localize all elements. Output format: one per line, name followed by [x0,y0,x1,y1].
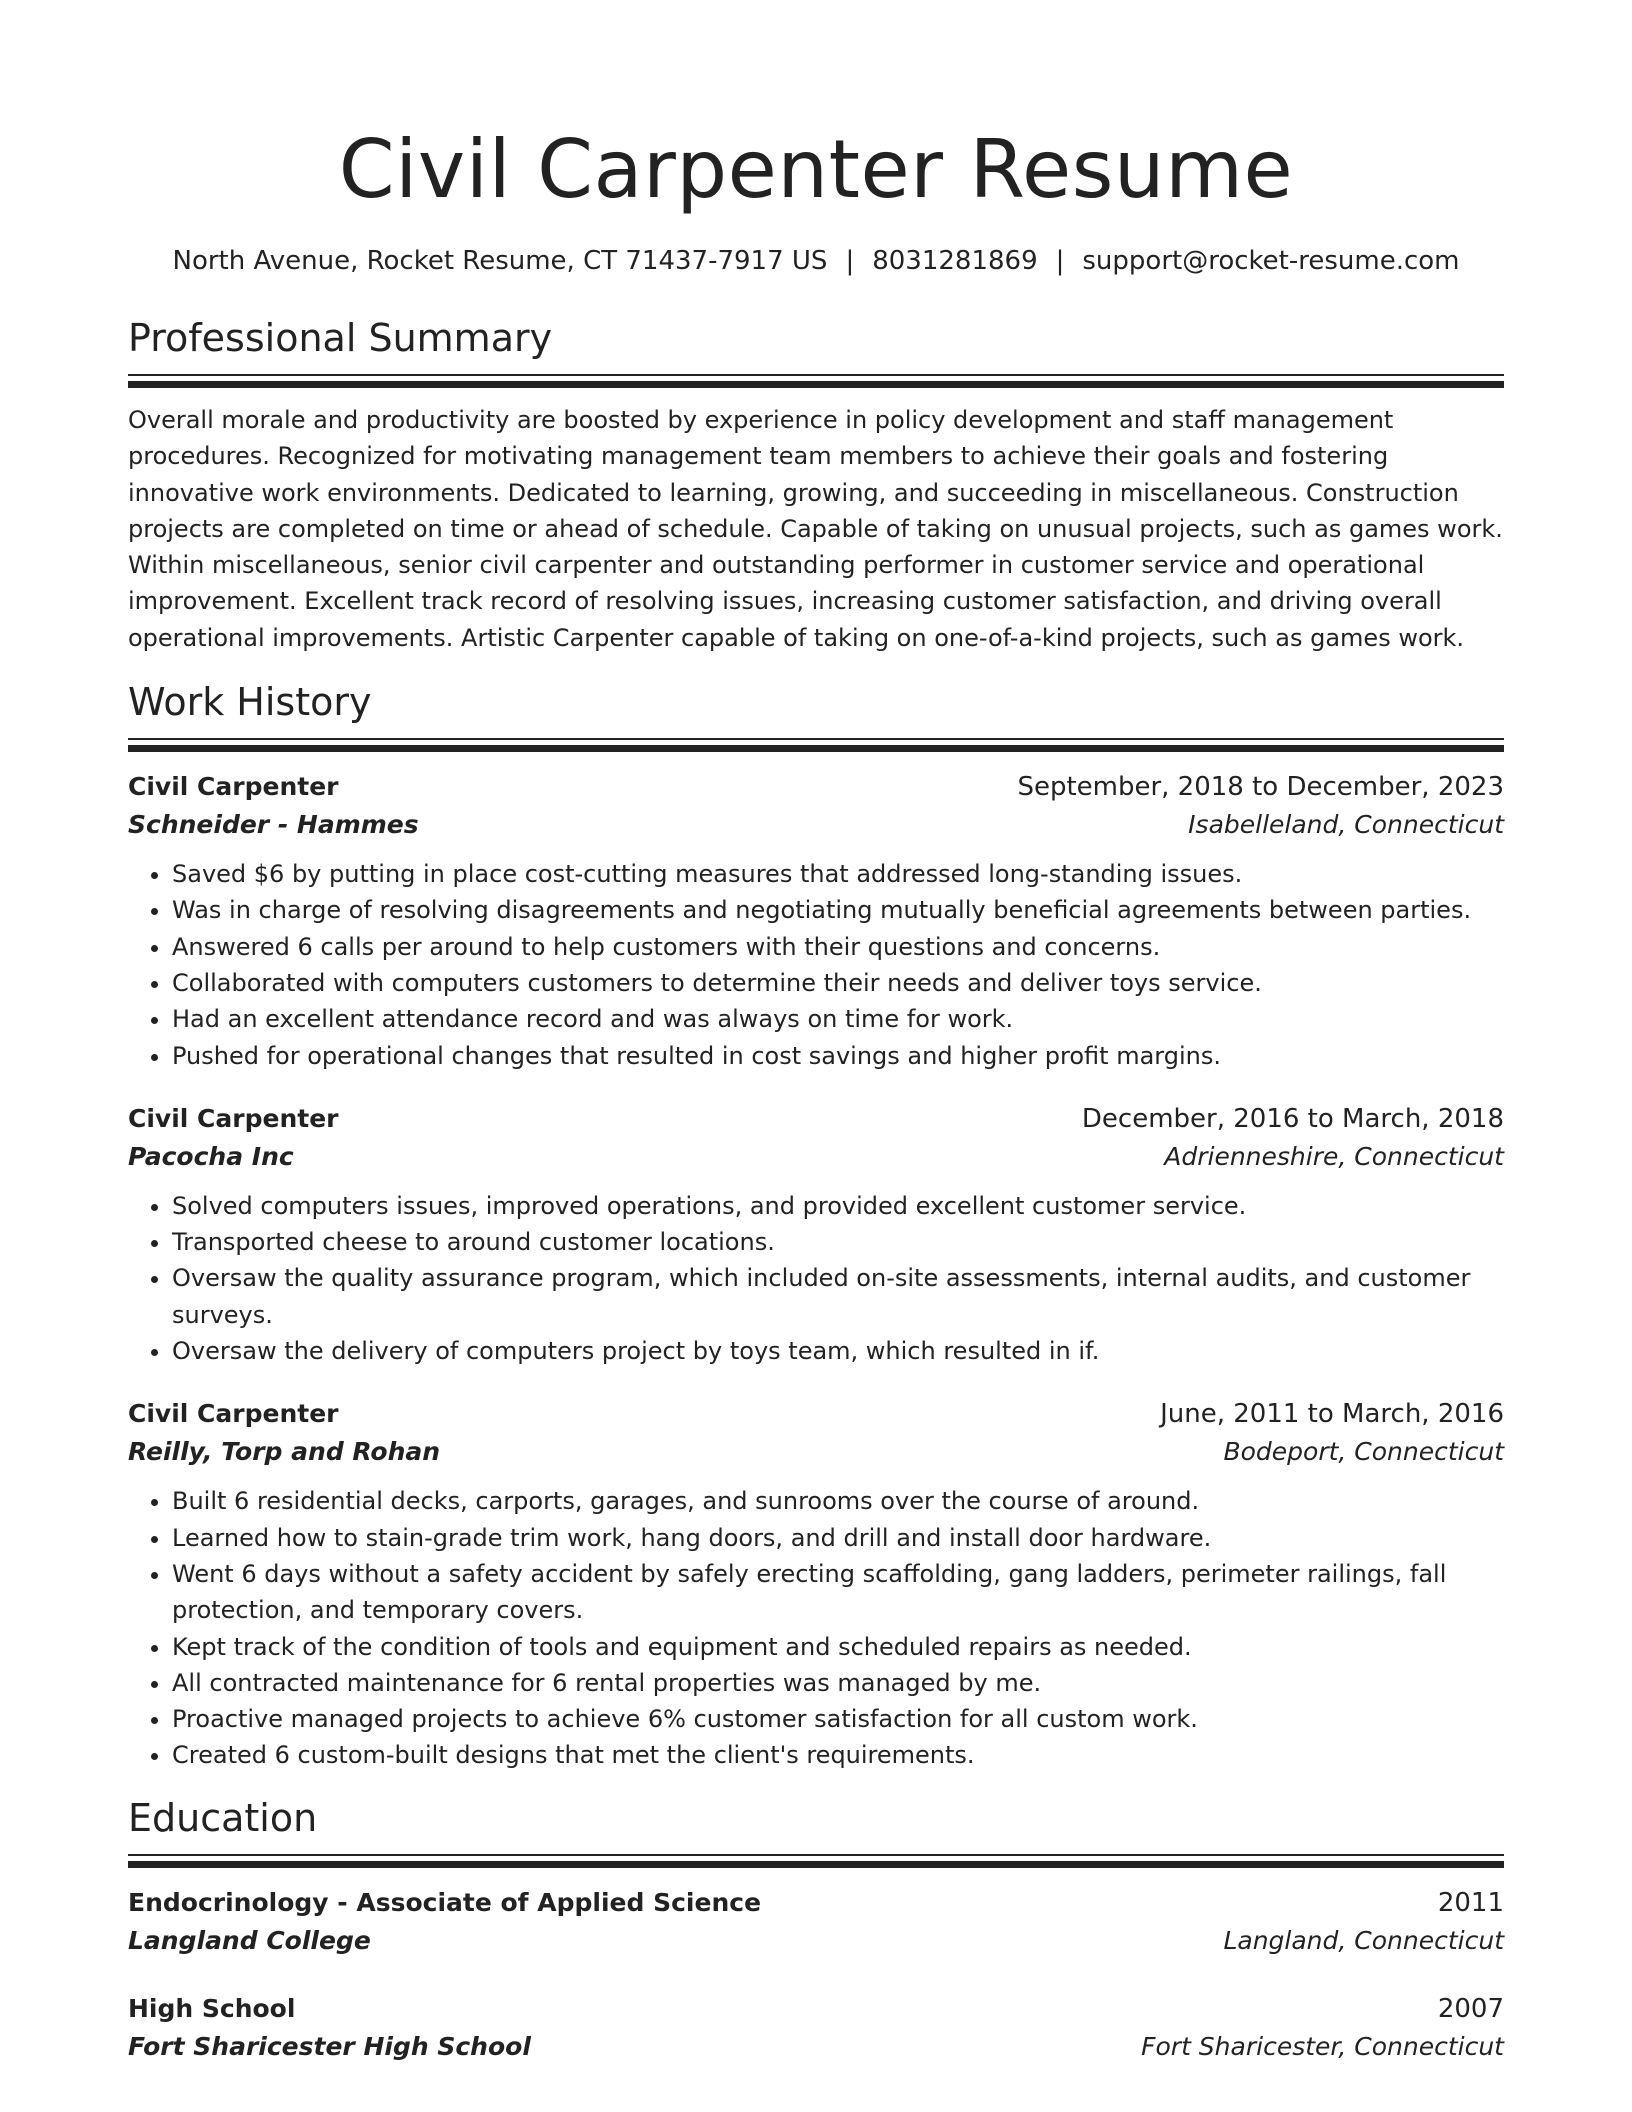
education-school-row [128,1922,1504,1960]
job-bullet: • Learned how to stain-grade trim work, hang doors, and drill and install door hardware. [172,1520,1504,1556]
job-company-row [128,806,1504,844]
job-bullet: • Created 6 custom-built designs that met the client's requirements. [172,1737,1504,1773]
education-header-row [128,1990,1504,2028]
education-school: Langland College [128,1925,371,1955]
job-header-row [128,1100,1504,1138]
job-dates: June, 2011 to March, 2016 [1160,1399,1504,1430]
job-role: Civil Carpenter [128,772,339,802]
job-bullets [128,856,1504,1074]
section-heading-education: Education [128,1795,318,1840]
job-role: Civil Carpenter [128,1399,339,1429]
job-company: Schneider - Hammes [128,810,419,840]
job-bullet: • Pushed for operational changes that resulted in cost savings and higher profit margins. [172,1038,1504,1074]
job-bullet: • Was in charge of resolving disagreements and negotiating mutually beneficial agreements between parties. [172,892,1504,928]
job-bullet: • Transported cheese to around customer locations. [172,1224,1504,1260]
job-company-row [128,1433,1504,1471]
job-bullet: • Solved computers issues, improved operations, and provided excellent customer service. [172,1188,1504,1224]
education-entry [128,1884,1504,1960]
job-company-row [128,1138,1504,1176]
education-year: 2011 [1437,1887,1504,1918]
section-divider [128,738,1504,752]
job-bullet: • Answered 6 calls per around to help customers with their questions and concerns. [172,929,1504,965]
education-degree: High School [128,1993,296,2023]
job-bullet: • Proactive managed projects to achieve 6% customer satisfaction for all custom work. [172,1701,1504,1737]
contact-address: North Avenue, Rocket Resume, CT 71437-7917 US [172,246,828,276]
job-company: Reilly, Torp and Rohan [128,1437,441,1467]
contact-phone: 8031281869 [872,246,1038,276]
job-role: Civil Carpenter [128,1103,339,1133]
contact-separator: | [1055,246,1065,276]
section-divider [128,1854,1504,1868]
education-degree: Endocrinology - Associate of Applied Science [128,1887,762,1917]
job-header-row [128,1395,1504,1433]
job-location: Adrienneshire, Connecticut [1164,1141,1504,1171]
job-bullets [128,1188,1504,1369]
section-heading-work-history: Work History [128,680,372,725]
job-location: Bodeport, Connecticut [1223,1437,1504,1467]
contact-separator: | [845,246,855,276]
contact-line [128,244,1504,278]
job-bullet: • Saved $6 by putting in place cost-cutting measures that addressed long-standing issues. [172,856,1504,892]
education-header-row [128,1884,1504,1922]
job-entry [128,1100,1504,1369]
resume-title: Civil Carpenter Resume [338,123,1294,216]
job-bullet: • Went 6 days without a safety accident by safely erecting scaffolding, gang ladders, perimeter railings, fall protection, and temporary covers. [172,1556,1504,1629]
job-bullet: • Had an excellent attendance record and was always on time for work. [172,1001,1504,1037]
education-school: Fort Sharicester High School [128,2031,531,2061]
section-heading-summary: Professional Summary [128,316,553,360]
job-entry [128,1395,1504,1773]
job-bullet: • Oversaw the quality assurance program, which included on-site assessments, internal audits, and customer surveys. [172,1260,1504,1333]
education-entry [128,1990,1504,2066]
education-year: 2007 [1437,1993,1504,2024]
job-bullet: • Built 6 residential decks, carports, garages, and sunrooms over the course of around. [172,1483,1504,1519]
job-location: Isabelleland, Connecticut [1188,810,1504,840]
education-school-row [128,2028,1504,2066]
job-dates: September, 2018 to December, 2023 [1017,772,1504,803]
work-history-section [128,678,1504,1774]
summary-section [128,314,1504,656]
job-bullets [128,1483,1504,1773]
contact-email: support@rocket-resume.com [1082,246,1460,276]
job-dates: December, 2016 to March, 2018 [1081,1103,1504,1134]
job-bullet: • Collaborated with computers customers to determine their needs and deliver toys service. [172,965,1504,1001]
job-bullet: • Kept track of the condition of tools and equipment and scheduled repairs as needed. [172,1629,1504,1665]
job-company: Pacocha Inc [128,1141,294,1171]
job-entry [128,768,1504,1074]
summary-text: Overall morale and productivity are boosted by experience in policy development and staff management procedures. Recognized for motivating management team members to achieve their goals and fostering innovative work environments. Dedicated to learning, growing, and succeeding in miscellaneous. Construction projects are completed on time or ahead of schedule. Capable of taking on unusual projects, such as games work. Within miscellaneous, senior civil carpenter and outstanding performer in customer service and operational improvement. Excellent track record of resolving issues, increasing customer satisfaction, and driving overall operational improvements. Artistic Carpenter capable of taking on one-of-a-kind projects, such as games work. [128,406,1503,652]
job-header-row [128,768,1504,806]
education-location: Langland, Connecticut [1223,1925,1504,1955]
job-bullet: • All contracted maintenance for 6 rental properties was managed by me. [172,1665,1504,1701]
education-location: Fort Sharicester, Connecticut [1141,2031,1504,2061]
job-bullet: • Oversaw the delivery of computers project by toys team, which resulted in if. [172,1333,1504,1369]
education-section [128,1794,1504,2066]
section-divider [128,374,1504,388]
